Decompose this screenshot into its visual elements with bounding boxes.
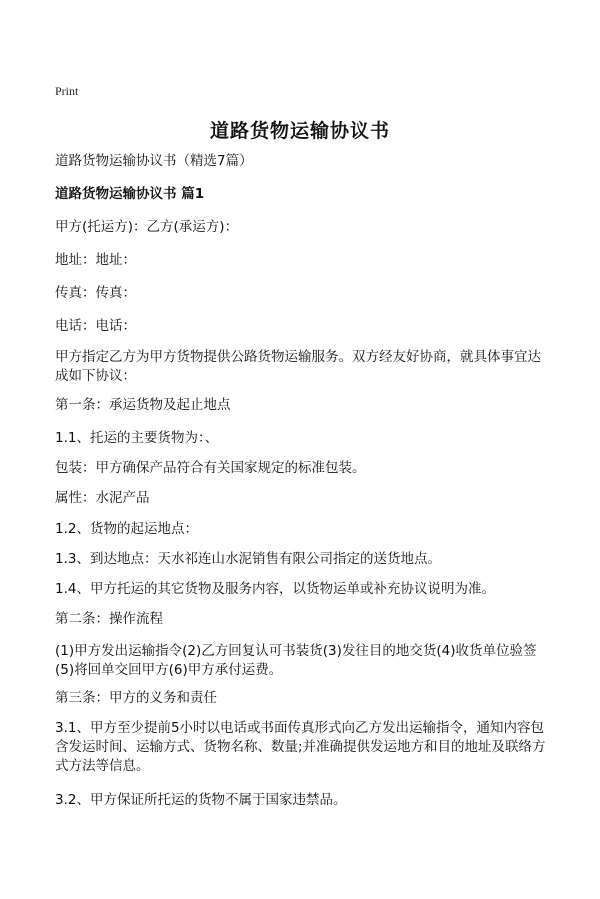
paragraph: 1.1、托运的主要货物为：、 (55, 430, 219, 446)
section-heading: 道路货物运输协议书 篇1 (55, 186, 205, 202)
paragraph: 3.1、甲方至少提前5小时以电话或书面传真形式向乙方发出运输指令，通知内容包含发运时间、运输方式、货物名称、数量;并准确提供发运地方和目的地址及联络方式方法等信息。 (55, 720, 546, 774)
paragraph: 第三条：甲方的义务和责任 (55, 690, 217, 706)
paragraph: 1.2、货物的起运地点： (55, 521, 198, 537)
paragraph: 传真：传真： (55, 285, 136, 301)
paragraph: 1.3、到达地点：天水祁连山水泥销售有限公司指定的送货地点。 (55, 551, 441, 567)
paragraph: 3.2、甲方保证所托运的货物不属于国家违禁品。 (55, 792, 347, 808)
paragraph: (1)甲方发出运输指令(2)乙方回复认可书装货(3)发往目的地交货(4)收货单位验签(5)将回单交回甲方(6)甲方承付运费。 (55, 643, 537, 678)
document-subtitle: 道路货物运输协议书（精选7篇） (55, 153, 253, 169)
paragraph: 第一条：承运货物及起止地点 (55, 397, 231, 413)
document-title: 道路货物运输协议书 (209, 120, 390, 142)
paragraph: 甲方指定乙方为甲方货物提供公路货物运输服务。双方经友好协商，就具体事宜达成如下协议： (55, 349, 541, 384)
paragraph: 地址：地址： (55, 252, 136, 268)
paragraph: 属性：水泥产品 (55, 490, 150, 506)
paragraph: 第二条：操作流程 (55, 611, 163, 627)
paragraph: 电话：电话： (55, 318, 136, 334)
paragraph: 甲方(托运方)：乙方(承运方)： (55, 219, 239, 235)
paragraph: 1.4、甲方托运的其它货物及服务内容，以货物运单或补充协议说明为准。 (55, 581, 495, 597)
print-link[interactable]: Print (55, 84, 79, 98)
paragraph: 包装：甲方确保产品符合有关国家规定的标准包装。 (55, 460, 366, 476)
